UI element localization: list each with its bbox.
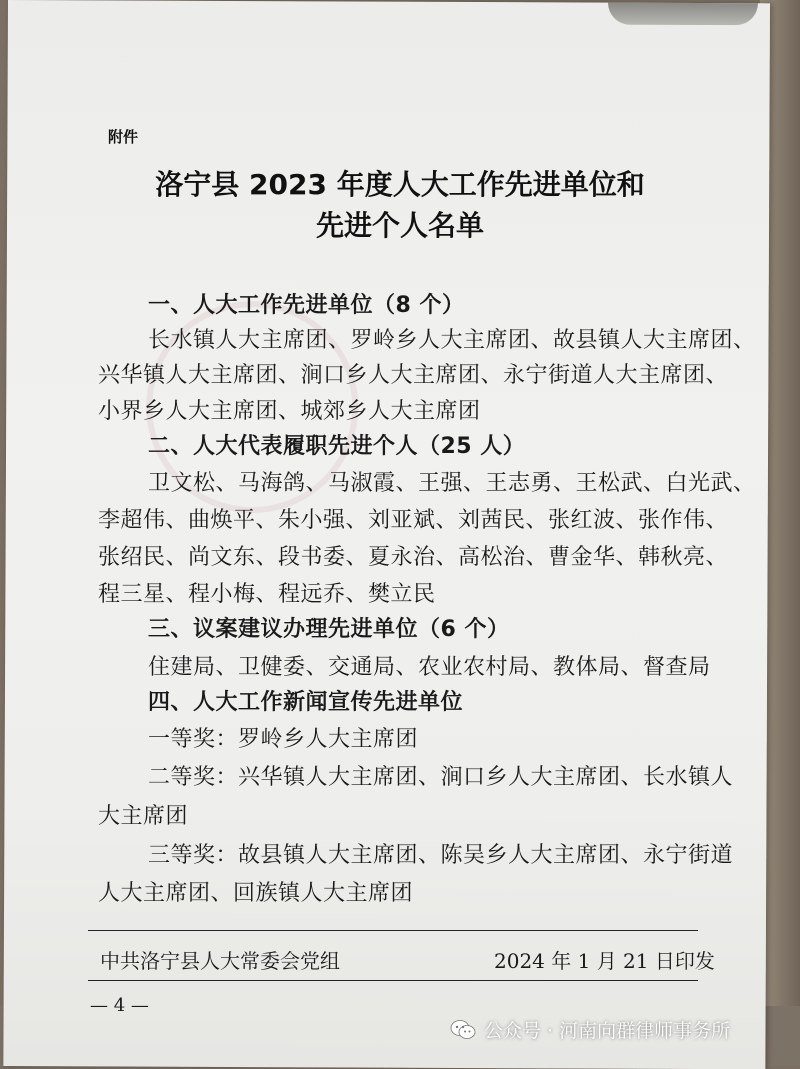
issuer: 中共洛宁县人大常委会党组 xyxy=(100,949,340,973)
section-line: 李超伟、曲焕平、朱小强、刘亚斌、刘茜民、张红波、张作伟、 xyxy=(98,508,729,533)
watermark-text: 公众号 · 河南向群律师事务所 xyxy=(484,1020,731,1042)
wechat-icon xyxy=(450,1019,476,1041)
corner-object xyxy=(608,3,758,26)
section-line: 小界乡人大主席团、城郊乡人大主席团 xyxy=(98,399,481,424)
section-line: 人大主席团、回族镇人大主席团 xyxy=(98,881,414,906)
section-line: 住建局、卫健委、交通局、农业农村局、教体局、督查局 xyxy=(148,655,711,680)
section-line: 一等奖：罗岭乡人大主席团 xyxy=(148,727,419,752)
section-line: 兴华镇人大主席团、涧口乡人大主席团、永宁街道人大主席团、 xyxy=(98,363,729,388)
document-title-line2: 先进个人名单 xyxy=(315,209,484,242)
section-line: 张绍民、尚文东、段书委、夏永治、高松治、曹金华、韩秋亮、 xyxy=(98,545,729,570)
footer-rule-top xyxy=(88,930,698,931)
section-heading: 三、议案建议办理先进单位（6 个） xyxy=(148,617,510,642)
document-page xyxy=(3,0,770,1069)
section-line: 长水镇人大主席团、罗岭乡人大主席团、故县镇人大主席团、 xyxy=(148,328,756,353)
section-line: 三等奖：故县镇人大主席团、陈吴乡人大主席团、永宁街道 xyxy=(148,843,734,868)
section-heading: 四、人大工作新闻宣传先进单位 xyxy=(148,690,464,715)
issue-date: 2024 年 1 月 21 日印发 xyxy=(494,949,715,973)
section-line: 大主席团 xyxy=(98,804,189,829)
document-title-line1: 洛宁县 2023 年度人大工作先进单位和 xyxy=(155,168,645,201)
section-heading: 一、人大工作先进单位（8 个） xyxy=(148,293,465,318)
section-line: 二等奖：兴华镇人大主席团、涧口乡人大主席团、长水镇人 xyxy=(148,765,734,790)
attachment-label: 附件 xyxy=(108,128,139,146)
section-line: 卫文松、马海鸽、马淑霞、王强、王志勇、王松武、白光武、 xyxy=(148,471,756,496)
section-line: 程三星、程小梅、程远乔、樊立民 xyxy=(98,582,436,607)
page-number: — 4 — xyxy=(90,995,149,1016)
watermark xyxy=(450,1016,730,1043)
section-heading: 二、人大代表履职先进个人（25 人） xyxy=(148,434,526,459)
footer-rule-bottom xyxy=(88,980,698,981)
